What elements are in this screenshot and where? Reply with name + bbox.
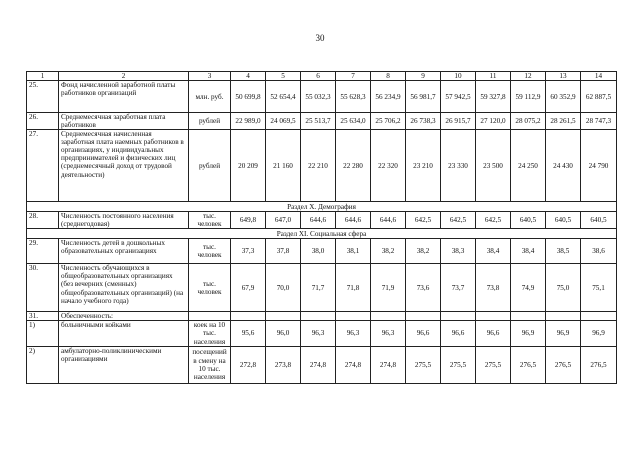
value-cell: 22 989,0 xyxy=(231,113,266,130)
table-row xyxy=(27,81,617,113)
value-cell: 276,5 xyxy=(511,346,546,383)
value-cell: 62 887,5 xyxy=(581,81,617,113)
value-cell xyxy=(301,312,336,321)
value-cell xyxy=(546,312,581,321)
value-cell: 25 706,2 xyxy=(371,113,406,130)
value-cell xyxy=(441,312,476,321)
value-cell: 96,6 xyxy=(406,321,441,346)
row-name: Фонд начисленной заработной платы работников организаций xyxy=(59,81,189,113)
row-unit xyxy=(189,312,231,321)
value-cell: 275,5 xyxy=(476,346,511,383)
row-name: Численность постоянного населения (среднегодовая) xyxy=(59,212,189,229)
value-cell: 55 628,3 xyxy=(336,81,371,113)
value-cell: 96,3 xyxy=(301,321,336,346)
row-name: Численность детей в дошкольных образовательных организациях xyxy=(59,239,189,264)
value-cell: 27 120,0 xyxy=(476,113,511,130)
value-cell: 96,9 xyxy=(546,321,581,346)
value-cell: 26 738,3 xyxy=(406,113,441,130)
value-cell: 38,3 xyxy=(441,239,476,264)
value-cell: 642,5 xyxy=(406,212,441,229)
value-cell: 644,6 xyxy=(301,212,336,229)
value-cell: 20 209 xyxy=(231,130,266,202)
header-row xyxy=(27,72,617,81)
value-cell: 56 234,9 xyxy=(371,81,406,113)
table-row xyxy=(27,346,617,383)
row-index: 27. xyxy=(27,130,59,202)
value-cell: 37,3 xyxy=(231,239,266,264)
header-cell: 6 xyxy=(301,72,336,81)
value-cell: 28 261,5 xyxy=(546,113,581,130)
table-row xyxy=(27,312,617,321)
value-cell: 25 634,0 xyxy=(336,113,371,130)
value-cell: 640,5 xyxy=(511,212,546,229)
value-cell: 276,5 xyxy=(546,346,581,383)
value-cell: 23 330 xyxy=(441,130,476,202)
row-index: 28. xyxy=(27,212,59,229)
value-cell: 57 942,5 xyxy=(441,81,476,113)
section-row xyxy=(27,229,617,239)
value-cell: 24 430 xyxy=(546,130,581,202)
value-cell: 38,5 xyxy=(546,239,581,264)
value-cell: 23 500 xyxy=(476,130,511,202)
value-cell: 273,8 xyxy=(266,346,301,383)
value-cell: 59 327,8 xyxy=(476,81,511,113)
row-index: 29. xyxy=(27,239,59,264)
header-cell: 3 xyxy=(189,72,231,81)
value-cell: 640,5 xyxy=(546,212,581,229)
header-cell: 10 xyxy=(441,72,476,81)
value-cell: 24 790 xyxy=(581,130,617,202)
value-cell: 73,7 xyxy=(441,264,476,312)
header-cell: 2 xyxy=(59,72,189,81)
row-unit: коек на 10 тыс. населения xyxy=(189,321,231,346)
value-cell: 38,6 xyxy=(581,239,617,264)
table-row xyxy=(27,239,617,264)
row-index: 2) xyxy=(27,346,59,383)
value-cell: 275,5 xyxy=(441,346,476,383)
row-name: Обеспеченность: xyxy=(59,312,189,321)
value-cell: 640,5 xyxy=(581,212,617,229)
value-cell: 96,3 xyxy=(336,321,371,346)
value-cell: 642,5 xyxy=(476,212,511,229)
header-cell: 14 xyxy=(581,72,617,81)
value-cell: 52 654,4 xyxy=(266,81,301,113)
value-cell: 22 280 xyxy=(336,130,371,202)
header-cell: 8 xyxy=(371,72,406,81)
value-cell: 75,0 xyxy=(546,264,581,312)
value-cell: 59 112,9 xyxy=(511,81,546,113)
row-unit: посещений в смену на 10 тыс. населения xyxy=(189,346,231,383)
value-cell: 22 320 xyxy=(371,130,406,202)
value-cell: 38,4 xyxy=(511,239,546,264)
value-cell: 55 032,3 xyxy=(301,81,336,113)
row-unit: тыс. человек xyxy=(189,264,231,312)
header-cell: 11 xyxy=(476,72,511,81)
header-cell: 7 xyxy=(336,72,371,81)
value-cell: 649,8 xyxy=(231,212,266,229)
value-cell: 272,8 xyxy=(231,346,266,383)
row-index: 30. xyxy=(27,264,59,312)
value-cell xyxy=(511,312,546,321)
value-cell: 26 915,7 xyxy=(441,113,476,130)
value-cell: 24 250 xyxy=(511,130,546,202)
value-cell: 96,0 xyxy=(266,321,301,346)
value-cell: 96,9 xyxy=(581,321,617,346)
value-cell xyxy=(336,312,371,321)
value-cell: 75,1 xyxy=(581,264,617,312)
value-cell: 71,9 xyxy=(371,264,406,312)
table-row xyxy=(27,113,617,130)
value-cell: 60 352,9 xyxy=(546,81,581,113)
value-cell: 274,8 xyxy=(301,346,336,383)
table-row xyxy=(27,264,617,312)
row-index: 26. xyxy=(27,113,59,130)
header-cell: 12 xyxy=(511,72,546,81)
value-cell: 95,6 xyxy=(231,321,266,346)
section-title: Раздел XI. Социальная сфера xyxy=(27,229,617,239)
value-cell: 38,1 xyxy=(336,239,371,264)
value-cell xyxy=(371,312,406,321)
row-name: амбулаторно-поликлиническими организациями xyxy=(59,346,189,383)
statistics-table xyxy=(26,71,617,384)
section-row xyxy=(27,202,617,212)
row-index: 25. xyxy=(27,81,59,113)
value-cell: 644,6 xyxy=(371,212,406,229)
row-name: Численность обучающихся в общеобразовательных организациях (без вечерних (сменных) общеобразовательных организаций) (на начало учебного года) xyxy=(59,264,189,312)
value-cell: 274,8 xyxy=(371,346,406,383)
value-cell: 25 513,7 xyxy=(301,113,336,130)
value-cell: 276,5 xyxy=(581,346,617,383)
value-cell: 74,9 xyxy=(511,264,546,312)
value-cell: 73,6 xyxy=(406,264,441,312)
row-unit: тыс. человек xyxy=(189,239,231,264)
value-cell: 275,5 xyxy=(406,346,441,383)
value-cell: 71,7 xyxy=(301,264,336,312)
value-cell: 37,8 xyxy=(266,239,301,264)
header-cell: 4 xyxy=(231,72,266,81)
page-number: 30 xyxy=(315,33,325,43)
value-cell: 28 747,3 xyxy=(581,113,617,130)
value-cell: 96,6 xyxy=(441,321,476,346)
row-index: 1) xyxy=(27,321,59,346)
value-cell xyxy=(231,312,266,321)
value-cell: 38,2 xyxy=(406,239,441,264)
header-cell: 1 xyxy=(27,72,59,81)
table-row xyxy=(27,212,617,229)
value-cell xyxy=(406,312,441,321)
value-cell: 73,8 xyxy=(476,264,511,312)
value-cell xyxy=(581,312,617,321)
value-cell: 96,9 xyxy=(511,321,546,346)
value-cell xyxy=(266,312,301,321)
table-body xyxy=(27,72,617,384)
value-cell: 50 699,8 xyxy=(231,81,266,113)
value-cell: 22 210 xyxy=(301,130,336,202)
table-row xyxy=(27,321,617,346)
header-cell: 5 xyxy=(266,72,301,81)
row-name: больничными койками xyxy=(59,321,189,346)
row-unit: тыс. человек xyxy=(189,212,231,229)
value-cell: 28 075,2 xyxy=(511,113,546,130)
value-cell: 274,8 xyxy=(336,346,371,383)
row-unit: рублей xyxy=(189,130,231,202)
value-cell: 38,2 xyxy=(371,239,406,264)
value-cell: 56 981,7 xyxy=(406,81,441,113)
value-cell xyxy=(476,312,511,321)
value-cell: 71,8 xyxy=(336,264,371,312)
header-cell: 13 xyxy=(546,72,581,81)
section-title: Раздел X. Демография xyxy=(27,202,617,212)
value-cell: 96,3 xyxy=(371,321,406,346)
header-cell: 9 xyxy=(406,72,441,81)
value-cell: 21 160 xyxy=(266,130,301,202)
value-cell: 38,0 xyxy=(301,239,336,264)
value-cell: 67,9 xyxy=(231,264,266,312)
value-cell: 644,6 xyxy=(336,212,371,229)
row-unit: млн. руб. xyxy=(189,81,231,113)
value-cell: 23 210 xyxy=(406,130,441,202)
value-cell: 70,0 xyxy=(266,264,301,312)
value-cell: 38,4 xyxy=(476,239,511,264)
row-unit: рублей xyxy=(189,113,231,130)
row-name: Среднемесячная заработная плата работников xyxy=(59,113,189,130)
table-row xyxy=(27,130,617,202)
row-index: 31. xyxy=(27,312,59,321)
value-cell: 96,6 xyxy=(476,321,511,346)
value-cell: 642,5 xyxy=(441,212,476,229)
value-cell: 647,0 xyxy=(266,212,301,229)
value-cell: 24 069,5 xyxy=(266,113,301,130)
row-name: Среднемесячная начисленная заработная плата наемных работников в организациях, у индивидуальных предпринимателей и физических лиц (среднемесячный доход от трудовой деятельности) xyxy=(59,130,189,202)
